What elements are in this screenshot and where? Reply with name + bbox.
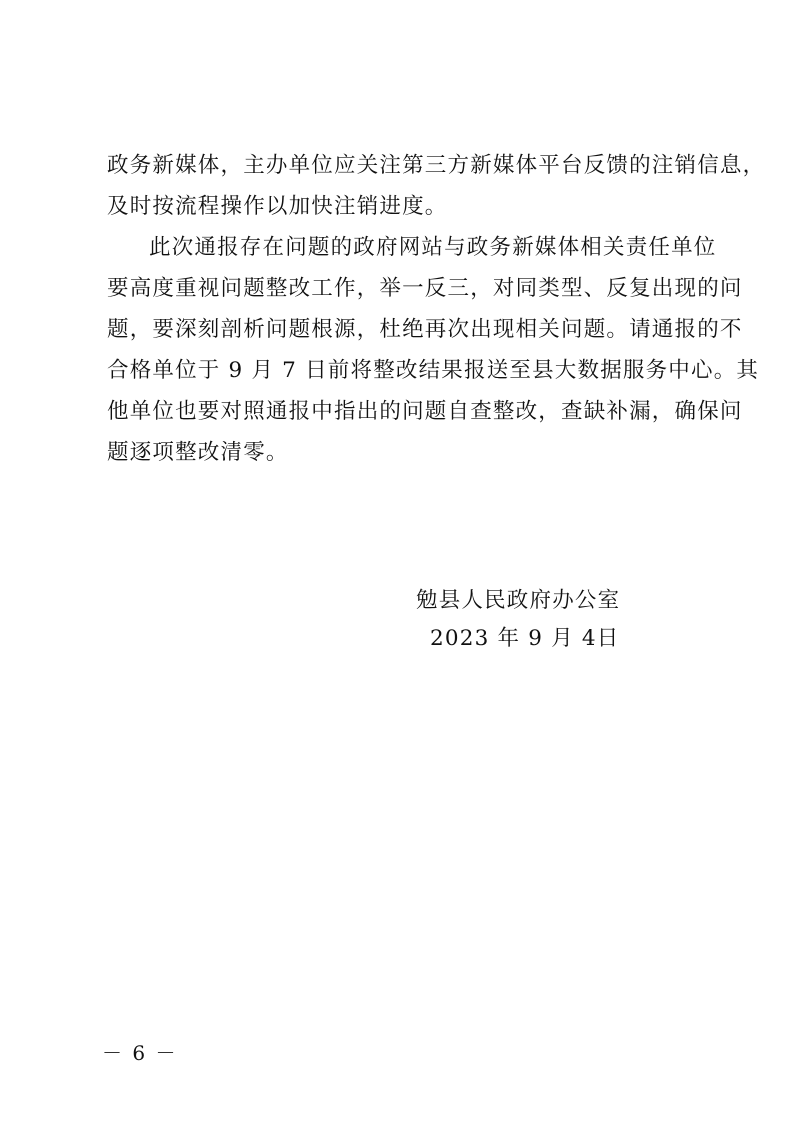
text-line: 及时按流程操作以加快注销进度。 — [107, 194, 448, 219]
text-line: 此次通报存在问题的政府网站与政务新媒体相关责任单位 — [149, 235, 717, 260]
page-number: － 6 － — [102, 1041, 178, 1065]
text-line: 题，要深刻剖析问题根源，杜绝再次出现相关问题。请通报的不 — [107, 317, 743, 342]
issue-date: 2023 年 9 月 4日 — [430, 626, 620, 651]
paragraph-continuation — [107, 145, 766, 227]
text-line: 政务新媒体，主办单位应关注第三方新媒体平台反馈的注销信息， — [107, 153, 766, 178]
text-line: 他单位也要对照通报中指出的问题自查整改，查缺补漏，确保问 — [107, 399, 743, 424]
text-line: 题逐项整改清零。 — [107, 440, 289, 465]
text-line: 要高度重视问题整改工作，举一反三，对同类型、反复出现的问 — [107, 276, 743, 301]
issuing-organization: 勉县人民政府办公室 — [416, 588, 621, 613]
signature-block — [416, 582, 620, 658]
paragraph-rectification-notice — [107, 227, 760, 473]
text-line: 合格单位于 9 月 7 日前将整改结果报送至县大数据服务中心。其 — [107, 358, 760, 383]
document-body — [107, 145, 766, 473]
